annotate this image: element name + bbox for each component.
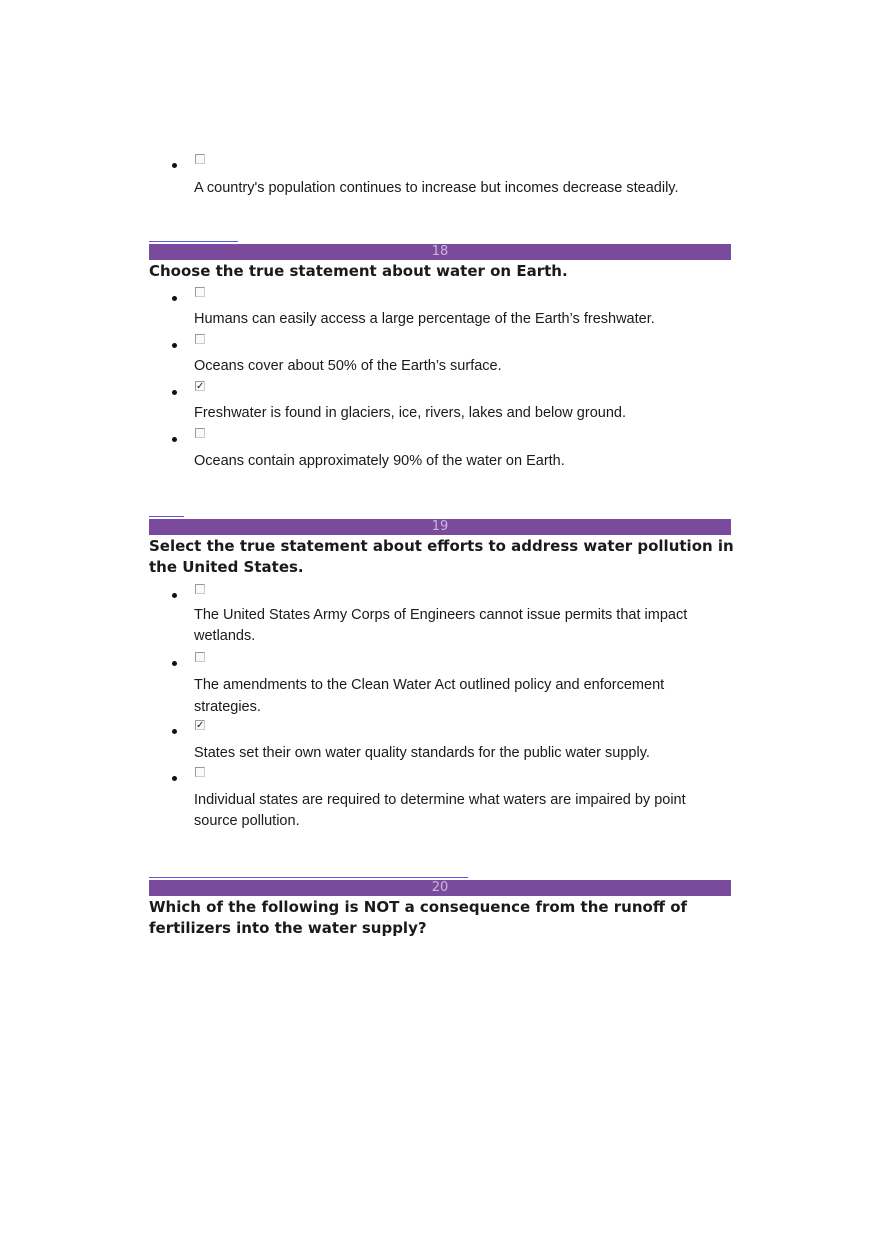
bullet <box>172 296 177 301</box>
checkbox-checked[interactable]: ✓ <box>196 720 205 731</box>
option-text: States set their own water quality standards for the public water supply. <box>194 745 650 761</box>
checkbox[interactable] <box>195 584 205 594</box>
question-link[interactable] <box>149 241 238 242</box>
bullet <box>172 390 177 395</box>
question-text: Select the true statement about efforts to address water pollution in the United States. <box>149 537 734 576</box>
option-text: A country's population continues to increase but incomes decrease steadily. <box>194 180 679 196</box>
question-number-bar: 19 <box>149 519 731 535</box>
question-text: Which of the following is NOT a consequence from the runoff of fertilizers into the water supply? <box>149 898 688 937</box>
checkbox[interactable] <box>195 652 205 662</box>
option-text: The United States Army Corps of Engineers cannot issue permits that impact wetlands. <box>194 607 688 644</box>
checkbox[interactable] <box>195 767 205 777</box>
question-text: Choose the true statement about water on Earth. <box>149 262 568 280</box>
bullet <box>172 343 177 348</box>
bullet <box>172 729 177 734</box>
question-number-bar: 18 <box>149 244 731 260</box>
option-text: The amendments to the Clean Water Act outlined policy and enforcement strategies. <box>194 677 665 715</box>
checkbox[interactable] <box>195 334 205 344</box>
option-text: Individual states are required to determine what waters are impaired by point source pollution. <box>194 792 686 829</box>
checkbox[interactable] <box>195 154 205 164</box>
option-text: Humans can easily access a large percentage of the Earth’s freshwater. <box>194 311 655 327</box>
bullet <box>172 661 177 666</box>
option-text: Freshwater is found in glaciers, ice, rivers, lakes and below ground. <box>194 405 626 421</box>
bullet <box>172 593 177 598</box>
checkbox[interactable] <box>195 428 205 438</box>
bullet <box>172 776 177 781</box>
bullet <box>172 163 177 168</box>
option-text: Oceans cover about 50% of the Earth’s surface. <box>194 358 502 374</box>
question-link[interactable] <box>149 516 184 517</box>
checkbox-checked[interactable]: ✓ <box>196 381 205 392</box>
question-link[interactable] <box>149 877 468 878</box>
bullet <box>172 437 177 442</box>
question-number-bar: 20 <box>149 880 731 896</box>
checkbox[interactable] <box>195 287 205 297</box>
option-text: Oceans contain approximately 90% of the water on Earth. <box>194 453 565 469</box>
